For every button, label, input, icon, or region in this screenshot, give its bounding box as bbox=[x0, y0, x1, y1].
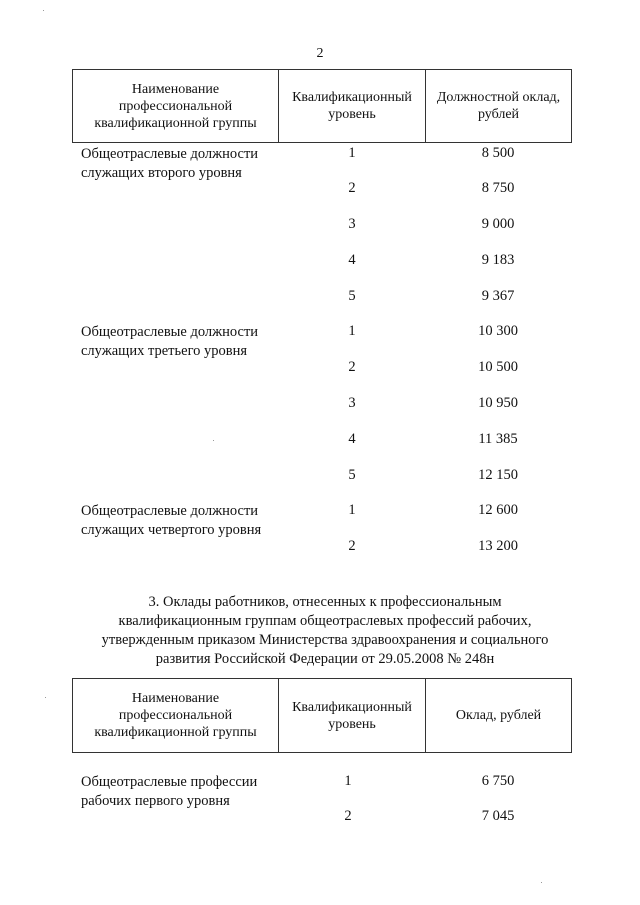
section-3-line1: 3. Оклады работников, отнесенных к профессиональным bbox=[148, 594, 502, 610]
table1-level-cell: 3 bbox=[348, 216, 356, 232]
scan-speck bbox=[213, 440, 214, 441]
group-name-line1: Общеотраслевые должности bbox=[81, 503, 259, 519]
group-name-line2: служащих четвертого уровня bbox=[81, 522, 262, 538]
table1-header-salary: Должностной оклад, рублей bbox=[436, 90, 561, 122]
table1-level-cell: 4 bbox=[348, 431, 356, 447]
table1-salary-cell: 12 600 bbox=[478, 502, 518, 518]
table1-salary-cell: 10 300 bbox=[478, 323, 518, 339]
table2-salary-cell: 6 750 bbox=[481, 773, 515, 789]
table1-level-cell: 5 bbox=[348, 288, 356, 304]
table2-header-salary: Оклад, рублей bbox=[455, 708, 542, 723]
table1-salary-cell: 9 367 bbox=[481, 288, 515, 304]
table1-group-name bbox=[81, 502, 261, 540]
table1-level-cell: 2 bbox=[348, 180, 356, 196]
table1-level-cell: 4 bbox=[348, 252, 356, 268]
table1-header bbox=[72, 69, 572, 143]
table1-level-cell: 5 bbox=[348, 467, 356, 483]
table1-level-cell: 2 bbox=[348, 538, 356, 554]
table1-header-group: Наименование профессиональной квалификационной группы bbox=[94, 81, 257, 131]
group-name-line1: Общеотраслевые должности bbox=[81, 324, 259, 340]
table1-salary-cell: 11 385 bbox=[478, 431, 518, 447]
table1-level-cell: 1 bbox=[348, 502, 356, 518]
table1-salary-cell: 8 750 bbox=[481, 180, 515, 196]
group-name-line1: Общеотраслевые профессии bbox=[81, 774, 258, 790]
table1-salary-cell: 9 183 bbox=[481, 252, 515, 268]
scan-speck bbox=[43, 10, 44, 11]
table2-header-level: Квалификационный уровень bbox=[292, 699, 412, 732]
table2-level-cell: 2 bbox=[344, 808, 352, 824]
group-name-line2: служащих третьего уровня bbox=[81, 343, 248, 359]
section-3-heading bbox=[70, 593, 580, 669]
page-number: 2 bbox=[316, 46, 324, 61]
table2-group-name bbox=[81, 773, 257, 811]
table1-salary-cell: 12 150 bbox=[478, 467, 518, 483]
section-3-line2: квалификационным группам общеотраслевых профессий рабочих, bbox=[118, 613, 532, 629]
table1-group-name bbox=[81, 145, 258, 183]
table1-salary-cell: 10 500 bbox=[478, 359, 518, 375]
group-name-line2: служащих второго уровня bbox=[81, 165, 242, 181]
scan-speck bbox=[45, 697, 46, 698]
table1-level-cell: 1 bbox=[348, 145, 356, 161]
scan-speck bbox=[541, 882, 542, 883]
table1-group-name bbox=[81, 323, 258, 361]
group-name-line1: Общеотраслевые должности bbox=[81, 146, 259, 162]
section-3-line4: развития Российской Федерации от 29.05.2008 № 248н bbox=[155, 651, 495, 667]
section-3-line3: утвержденным приказом Министерства здравоохранения и социального bbox=[101, 632, 549, 648]
table2-level-cell: 1 bbox=[344, 773, 352, 789]
table1-salary-cell: 9 000 bbox=[481, 216, 515, 232]
table1-level-cell: 2 bbox=[348, 359, 356, 375]
table1-salary-cell: 8 500 bbox=[481, 145, 515, 161]
table1-salary-cell: 13 200 bbox=[478, 538, 518, 554]
table1-level-cell: 3 bbox=[348, 395, 356, 411]
table1-salary-cell: 10 950 bbox=[478, 395, 518, 411]
table2-salary-cell: 7 045 bbox=[481, 808, 515, 824]
table2-header-group: Наименование профессиональной квалификационной группы bbox=[94, 691, 257, 740]
table2-header bbox=[72, 678, 572, 753]
group-name-line2: рабочих первого уровня bbox=[81, 793, 230, 809]
table1-header-level: Квалификационный уровень bbox=[292, 90, 412, 122]
table1-level-cell: 1 bbox=[348, 323, 356, 339]
